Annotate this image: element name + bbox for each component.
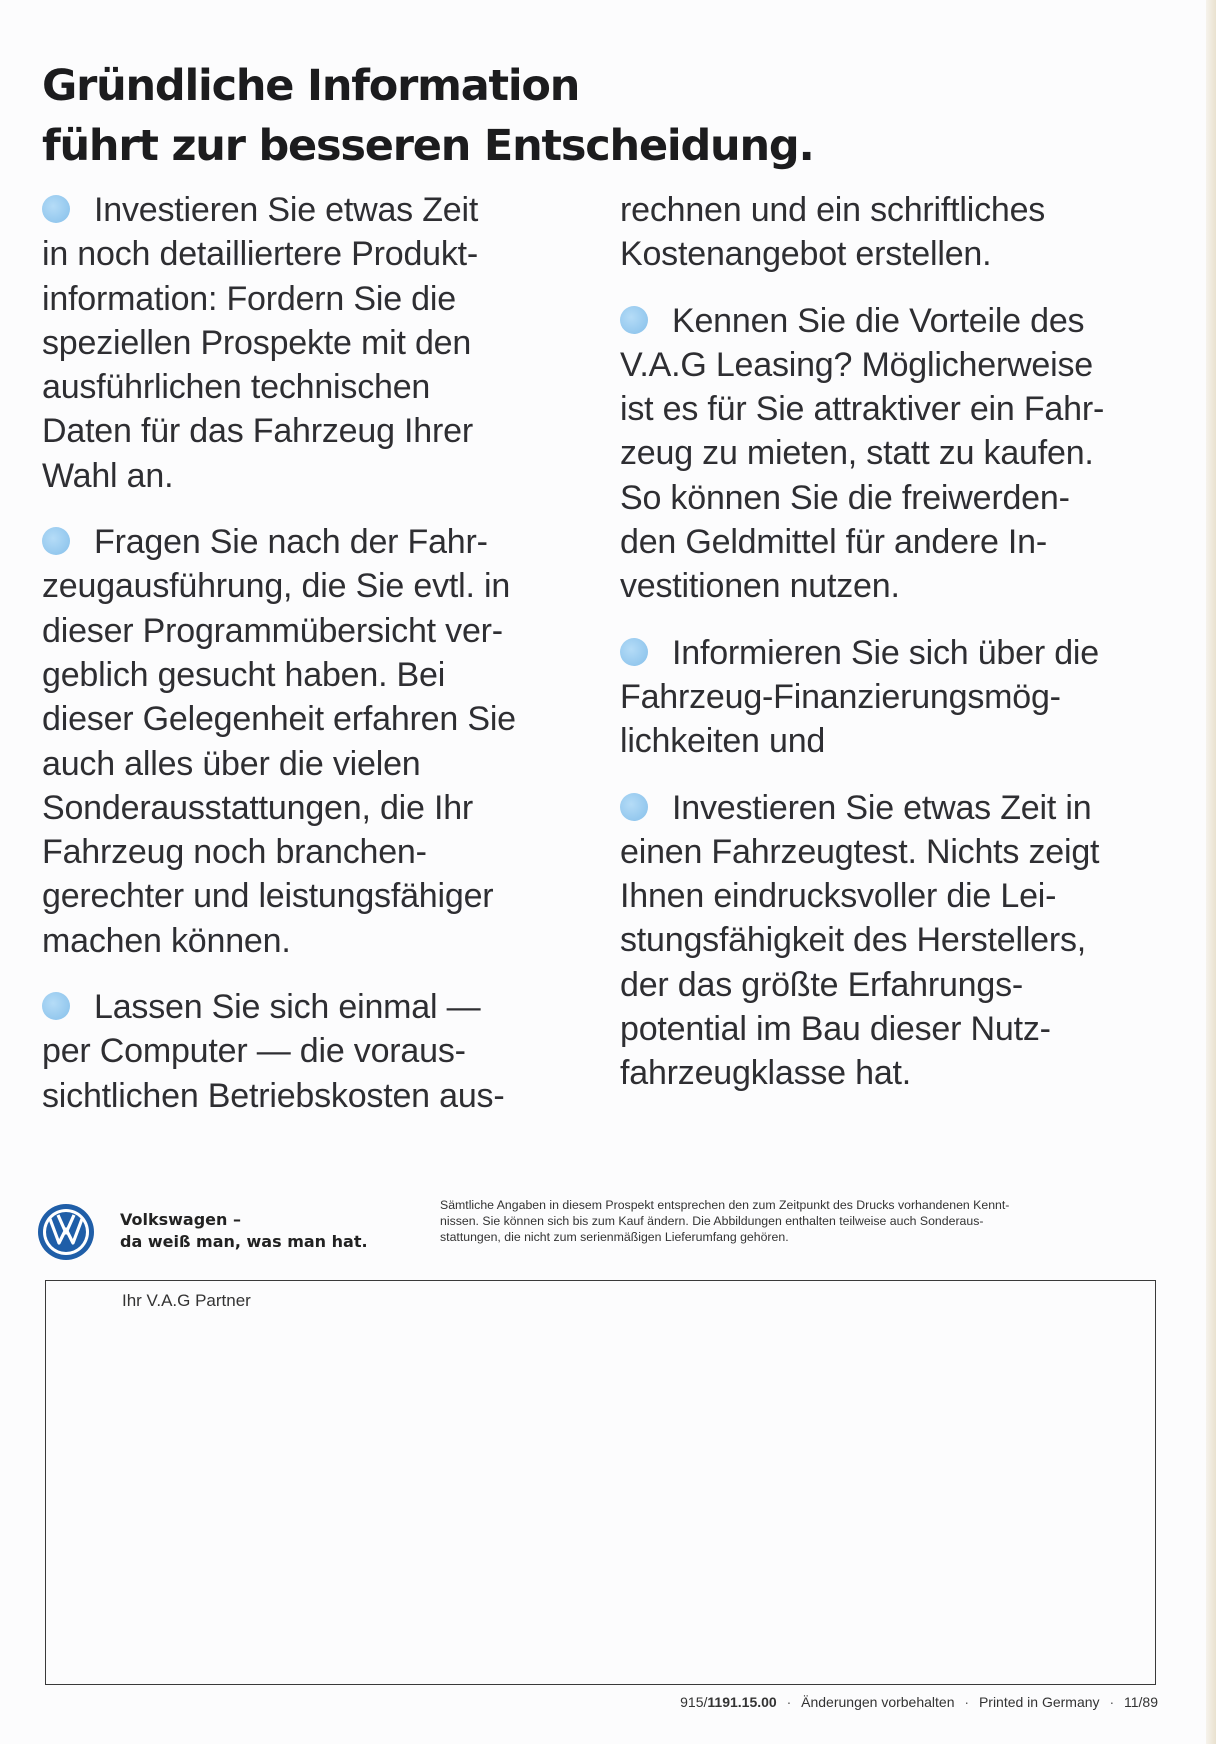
headline-line-1: Gründliche Information [42, 61, 580, 111]
text-line-content: Investieren Sie etwas Zeit [94, 191, 479, 229]
paragraph [620, 299, 1175, 609]
footer-code: 1191.15.00 [707, 1694, 777, 1710]
text-line [620, 476, 1175, 520]
text-line-content: Investieren Sie etwas Zeit in [672, 788, 1092, 827]
text-line [620, 299, 1175, 343]
text-line-content: dieser Programmübersicht ver- [42, 611, 503, 650]
text-line [42, 409, 582, 453]
text-line [620, 232, 1175, 276]
slogan-line-2: da weiß man, was man hat. [120, 1232, 368, 1251]
text-line-content: ist es für Sie attraktiver ein Fahr- [620, 390, 1105, 429]
page-edge [1206, 0, 1216, 1744]
text-line-content: Daten für das Fahrzeug Ihrer [42, 412, 473, 451]
paragraph [620, 786, 1175, 1096]
brand-slogan [120, 1209, 368, 1253]
text-line [620, 1007, 1175, 1051]
headline [42, 56, 814, 176]
text-line [42, 985, 582, 1029]
text-line-content: Kostenangebot erstellen. [620, 235, 992, 274]
text-line-content: Informieren Sie sich über die [672, 633, 1099, 672]
text-line [42, 277, 582, 321]
text-line-content: sichtlichen Betriebskosten aus- [42, 1076, 505, 1115]
text-line [620, 963, 1175, 1007]
text-line-content: per Computer — die voraus- [42, 1032, 466, 1071]
text-line-content: in noch detailliertere Produkt- [42, 235, 479, 274]
text-line-content: Wahl an. [42, 456, 174, 495]
text-line-content: den Geldmittel für andere In- [620, 523, 1047, 562]
text-line-content: Sonderausstattungen, die Ihr [42, 788, 474, 827]
footer [680, 1694, 1158, 1710]
text-line [42, 1029, 582, 1073]
text-line [42, 830, 582, 874]
text-line-content: V.A.G Leasing? Möglicherweise [620, 345, 1093, 384]
text-line-content: fahrzeugklasse hat. [620, 1054, 912, 1093]
disclaimer-line-1: Sämtliche Angaben in diesem Prospekt entsprechen den zum Zeitpunkt des Drucks vorhandenen Kennt- [440, 1198, 1010, 1212]
text-line [42, 919, 582, 963]
text-line [620, 830, 1175, 874]
text-line [42, 742, 582, 786]
text-line-content: information: Fordern Sie die [42, 279, 456, 318]
paragraph [42, 520, 582, 963]
text-line-content: So können Sie die freiwerden- [620, 478, 1070, 517]
disclaimer-line-3: stattungen, die nicht zum serienmäßigen Lieferumfang gehören. [440, 1230, 789, 1244]
text-line [620, 188, 1175, 232]
text-line [42, 454, 582, 498]
text-line [620, 675, 1175, 719]
text-line [42, 232, 582, 276]
text-line-content: speziellen Prospekte mit den [42, 323, 472, 362]
footer-code-prefix: 915/ [680, 1694, 708, 1710]
left-column [42, 188, 582, 1140]
disclaimer-line-2: nissen. Sie können sich bis zum Kauf ändern. Die Abbildungen enthalten teilweise auch Sonderaus- [440, 1214, 984, 1228]
bullet-dot-icon [42, 195, 70, 223]
text-line-content: machen können. [42, 921, 291, 960]
text-line [42, 564, 582, 608]
text-line-content: geblich gesucht haben. Bei [42, 655, 446, 694]
text-line-content: stungsfähigkeit des Herstellers, [620, 921, 1087, 960]
slogan-line-1: Volkswagen – [120, 1210, 241, 1229]
text-line [620, 564, 1175, 608]
text-line [620, 343, 1175, 387]
paragraph [42, 985, 582, 1118]
text-line [620, 786, 1175, 830]
paragraph [620, 188, 1175, 277]
text-line [42, 609, 582, 653]
text-line-content: rechnen und ein schriftliches [620, 191, 1046, 229]
text-line [42, 697, 582, 741]
text-line-content: Fragen Sie nach der Fahr- [94, 523, 488, 562]
text-line [42, 365, 582, 409]
bullet-dot-icon [42, 527, 70, 555]
paragraph [42, 188, 582, 498]
footer-printed: Printed in Germany [978, 1694, 1100, 1710]
text-line [620, 1051, 1175, 1095]
vw-logo-icon [36, 1202, 96, 1262]
text-line-content: dieser Gelegenheit erfahren Sie [42, 700, 516, 739]
text-line [42, 874, 582, 918]
text-line [42, 188, 582, 232]
text-line [620, 719, 1175, 763]
text-line-content: der das größte Erfahrungs- [620, 965, 1023, 1004]
text-line-content: ausführlichen technischen [42, 368, 431, 407]
bullet-dot-icon [620, 306, 648, 334]
text-line-content: zeug zu mieten, statt zu kaufen. [620, 434, 1094, 473]
text-line-content: Fahrzeug-Finanzierungsmög- [620, 677, 1061, 716]
footer-note: Änderungen vorbehalten [801, 1694, 955, 1710]
text-line [42, 653, 582, 697]
right-column [620, 188, 1175, 1118]
text-line [620, 918, 1175, 962]
text-line [620, 631, 1175, 675]
paragraph [620, 631, 1175, 764]
footer-separator: · [964, 1694, 970, 1710]
text-line [42, 321, 582, 365]
text-line-content: Fahrzeug noch branchen- [42, 833, 427, 872]
disclaimer [440, 1197, 1009, 1245]
dealer-stamp-box [45, 1280, 1156, 1685]
bullet-dot-icon [620, 793, 648, 821]
text-line-content: gerechter und leistungsfähiger [42, 877, 494, 916]
bullet-dot-icon [620, 638, 648, 666]
text-line [42, 1074, 582, 1118]
text-line [620, 520, 1175, 564]
text-line-content: Kennen Sie die Vorteile des [672, 301, 1085, 340]
text-line-content: vestitionen nutzen. [620, 567, 900, 606]
text-line-content: Lassen Sie sich einmal — [94, 988, 481, 1027]
text-line [620, 431, 1175, 475]
text-line [620, 874, 1175, 918]
text-line-content: lichkeiten und [620, 722, 826, 761]
footer-separator: · [1109, 1694, 1115, 1710]
text-line-content: zeugausführung, die Sie evtl. in [42, 567, 511, 606]
text-line-content: auch alles über die vielen [42, 744, 421, 783]
text-line [42, 786, 582, 830]
text-line-content: einen Fahrzeugtest. Nichts zeigt [620, 832, 1100, 871]
footer-separator: · [786, 1694, 792, 1710]
text-line-content: potential im Bau dieser Nutz- [620, 1010, 1051, 1049]
text-line [42, 520, 582, 564]
text-line [620, 387, 1175, 431]
text-line-content: Ihnen eindrucksvoller die Lei- [620, 877, 1057, 916]
bullet-dot-icon [42, 992, 70, 1020]
footer-date: 11/89 [1124, 1694, 1158, 1710]
dealer-label: Ihr V.A.G Partner [122, 1291, 251, 1310]
headline-line-2: führt zur besseren Entscheidung. [42, 121, 814, 171]
